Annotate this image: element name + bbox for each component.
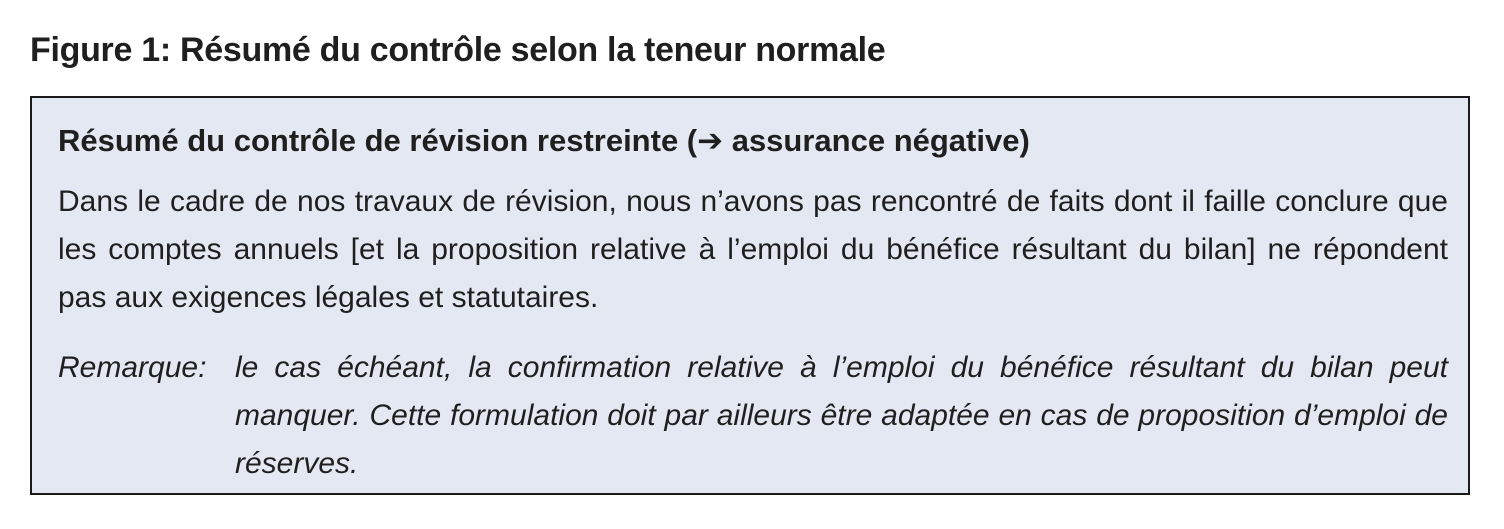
remark-label: Remarque: <box>58 351 207 384</box>
summary-box <box>30 96 1470 495</box>
box-heading: Résumé du contrôle de révision restreinte (➔ assurance négative) <box>58 123 1030 158</box>
figure-title: Figure 1: Résumé du contrôle selon la teneur normale <box>30 31 886 69</box>
remark-text: le cas échéant, la confirmation relative à l’emploi du bénéfice résultant du bilan peut manquer. Cette formulation doit par ailleurs être adaptée en cas de proposition d’emploi de réserves. <box>235 351 1448 480</box>
remark-note <box>58 344 1448 488</box>
summary-paragraph: Dans le cadre de nos travaux de révision, nous n’avons pas rencontré de faits dont il faille conclure que les comptes annuels [et la proposition relative à l’emploi du bénéfice résultant du bilan] ne répondent pas aux exigences légales et statutaires. <box>58 185 1448 314</box>
